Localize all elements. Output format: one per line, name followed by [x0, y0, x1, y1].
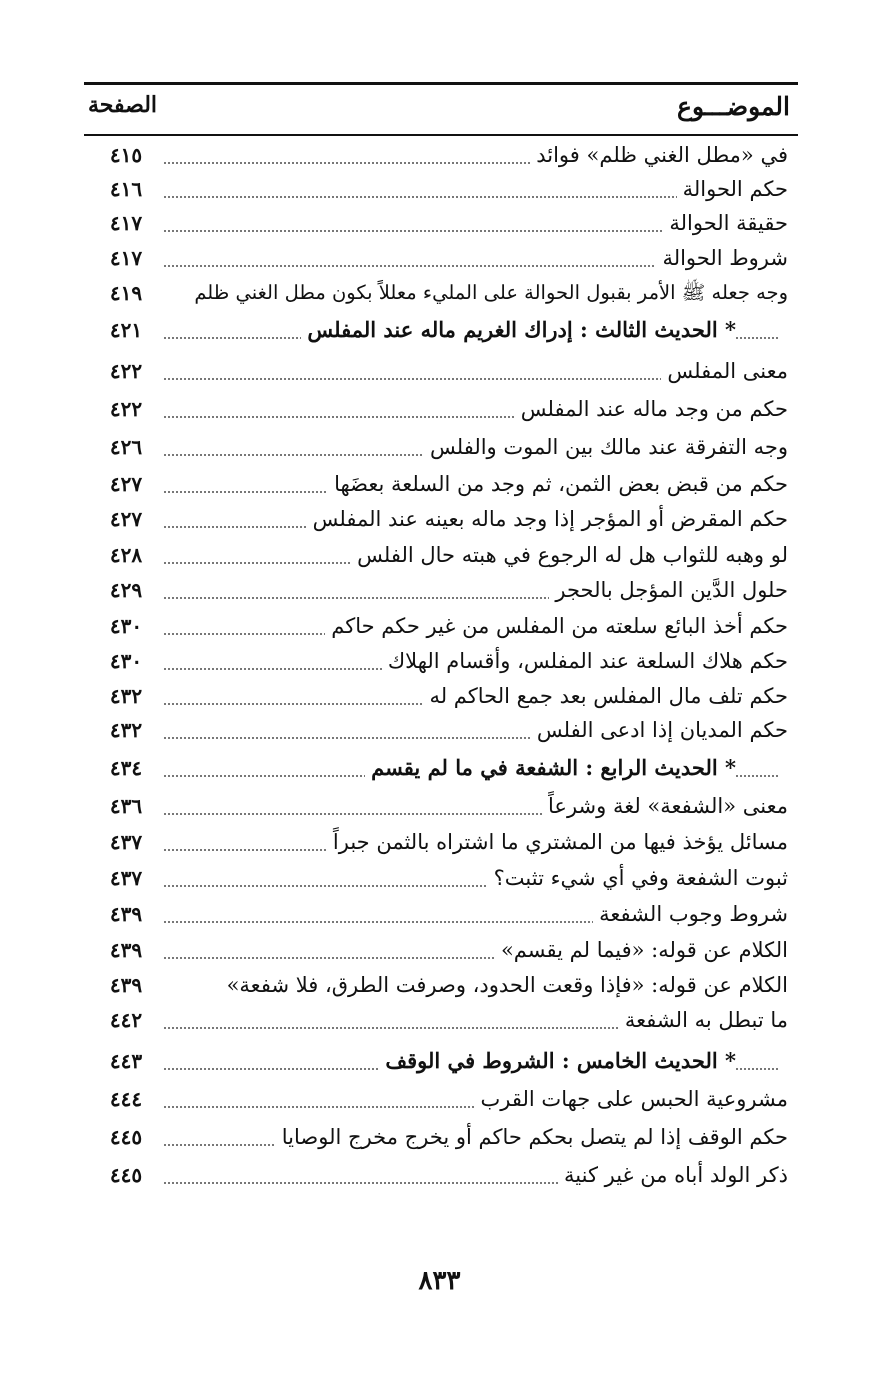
- entry-title: وجه جعله ﷺ الأمر بقبول الحوالة على المليء معللاً بكون مطل الغني ظلم: [188, 276, 788, 310]
- toc-row: [84, 241, 798, 275]
- entry-page-number: ٤٤٥: [109, 1163, 143, 1187]
- toc-row: [84, 1003, 798, 1037]
- entry-title: حكم تلف مال المفلس بعد جمع الحاكم له: [423, 679, 788, 713]
- toc-section-row: [84, 1044, 798, 1078]
- entry-title: حكم هلاك السلعة عند المفلس، وأقسام الهلاك: [382, 644, 788, 678]
- toc-row: [84, 713, 798, 747]
- entry-page-number: ٤٢٧: [109, 472, 143, 496]
- entry-page-number: ٤٤٥: [109, 1125, 143, 1149]
- toc-row: [84, 933, 798, 967]
- toc-row: [84, 538, 798, 572]
- entry-title: الكلام عن قوله: «فيما لم يقسم»: [495, 933, 788, 967]
- entry-title: الكلام عن قوله: «فإذا وقعت الحدود، وصرفت الطرق، فلا شفعة»: [221, 968, 788, 1002]
- section-title: * الحديث الخامس : الشروط في الوقف: [379, 1044, 736, 1078]
- entry-page-number: ٤١٥: [109, 143, 143, 167]
- entry-page-number: ٤٣٠: [109, 649, 143, 673]
- entry-title: ذكر الولد أباه من غير كنية: [558, 1158, 788, 1192]
- entry-page-number: ٤٢٨: [109, 543, 143, 567]
- entry-title: مشروعية الحبس على جهات القرب: [475, 1082, 788, 1116]
- entry-title: حكم المديان إذا ادعى الفلس: [531, 713, 788, 747]
- toc-row: [84, 644, 798, 678]
- toc-row: [84, 1158, 798, 1192]
- toc-row: [84, 789, 798, 823]
- toc-row: [84, 861, 798, 895]
- entry-page-number: ٤٢٧: [109, 507, 143, 531]
- entry-page-number: ٤٣٩: [109, 902, 143, 926]
- entry-page-number: ٤٢٩: [109, 578, 143, 602]
- entry-page-number: ٤٣٧: [109, 866, 143, 890]
- entry-page-number: ٤٣٦: [109, 794, 143, 818]
- entry-title: حكم الوقف إذا لم يتصل بحكم حاكم أو يخرج مخرج الوصايا: [276, 1120, 788, 1154]
- toc-section-row: [84, 313, 798, 347]
- entry-page-number: ٤٤٢: [109, 1008, 143, 1032]
- toc-row: [84, 276, 798, 310]
- toc-row: [84, 897, 798, 931]
- toc-row: [84, 825, 798, 859]
- toc-row: [84, 354, 798, 388]
- entry-page-number: ٤١٧: [109, 211, 143, 235]
- entry-page-number: ٤٤٣: [109, 1049, 143, 1073]
- page-number: ٨٣٣: [418, 1266, 461, 1296]
- entry-page-number: ٤٣٩: [109, 938, 143, 962]
- entry-title: حكم المقرض أو المؤجر إذا وجد ماله بعينه عند المفلس: [307, 502, 788, 536]
- entry-page-number: ٤٢١: [109, 318, 143, 342]
- toc-row: [84, 172, 798, 206]
- entry-title: مسائل يؤخذ فيها من المشتري ما اشتراه بالثمن جبراً: [327, 825, 788, 859]
- entry-title: حقيقة الحوالة: [663, 206, 788, 240]
- toc-row: [84, 502, 798, 536]
- toc-row: [84, 206, 798, 240]
- entry-title: ما تبطل به الشفعة: [619, 1003, 788, 1037]
- entry-page-number: ٤١٦: [109, 177, 143, 201]
- entry-title: حكم الحوالة: [677, 172, 788, 206]
- toc-row: [84, 467, 798, 501]
- entry-title: حكم أخذ البائع سلعته من المفلس من غير حكم حاكم: [325, 609, 788, 643]
- toc-row: [84, 968, 798, 1002]
- toc-row: [84, 1082, 798, 1116]
- entry-title: وجه التفرقة عند مالك بين الموت والفلس: [424, 430, 788, 464]
- entry-title: حلول الدَّين المؤجل بالحجر: [549, 573, 788, 607]
- entry-title: حكم من وجد ماله عند المفلس: [515, 392, 788, 426]
- entry-page-number: ٤٣٢: [109, 684, 143, 708]
- entry-page-number: ٤٢٢: [109, 359, 143, 383]
- toc-row: [84, 609, 798, 643]
- entry-title: شروط الحوالة: [656, 241, 788, 275]
- toc-row: [84, 573, 798, 607]
- entry-title: معنى «الشفعة» لغة وشرعاً: [542, 789, 788, 823]
- header-page: الصفحة: [88, 92, 158, 118]
- top-rule: [84, 82, 798, 85]
- section-title: * الحديث الرابع : الشفعة في ما لم يقسم: [365, 751, 736, 785]
- entry-title: ثبوت الشفعة وفي أي شيء تثبت؟: [488, 861, 788, 895]
- section-title: * الحديث الثالث : إدراك الغريم ماله عند المفلس: [301, 313, 736, 347]
- entry-title: شروط وجوب الشفعة: [593, 897, 788, 931]
- table-header: [84, 88, 798, 132]
- entry-page-number: ٤٤٤: [109, 1087, 143, 1111]
- toc-row: [84, 392, 798, 426]
- entry-page-number: ٤٢٦: [109, 435, 143, 459]
- toc-section-row: [84, 751, 798, 785]
- entry-title: في «مطل الغني ظلم» فوائد: [530, 138, 788, 172]
- entry-title: لو وهبه للثواب هل له الرجوع في هبته حال الفلس: [351, 538, 788, 572]
- entry-page-number: ٤٣٠: [109, 614, 143, 638]
- entry-title: معنى المفلس: [661, 354, 788, 388]
- header-topic: الموضـــوع: [677, 92, 790, 121]
- entry-page-number: ٤٣٤: [109, 756, 143, 780]
- toc-row: [84, 679, 798, 713]
- entry-page-number: ٤١٩: [109, 281, 143, 305]
- toc-row: [84, 1120, 798, 1154]
- header-rule: [84, 134, 798, 136]
- entry-page-number: ٤٢٢: [109, 397, 143, 421]
- entry-page-number: ٤١٧: [109, 246, 143, 270]
- entry-page-number: ٤٣٧: [109, 830, 143, 854]
- toc-row: [84, 430, 798, 464]
- entry-title: حكم من قبض بعض الثمن، ثم وجد من السلعة بعضَها: [328, 467, 788, 501]
- entry-page-number: ٤٣٩: [109, 973, 143, 997]
- toc-row: [84, 138, 798, 172]
- entry-page-number: ٤٣٢: [109, 718, 143, 742]
